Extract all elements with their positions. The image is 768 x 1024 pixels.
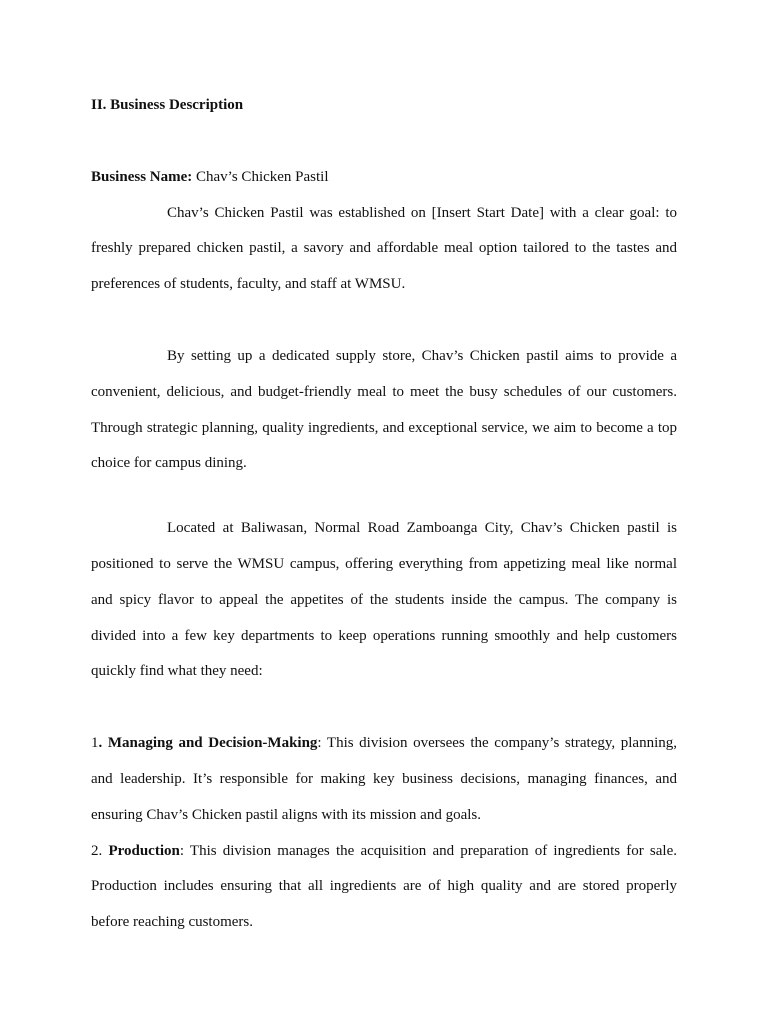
department-item-production bbox=[91, 834, 677, 941]
department-text: : This division oversees the company’s strategy, planning, and leadership. It’s responsible for making key business decisions, managing finances, and ensuring Chav’s Chicken pastil aligns with its mission and goals. bbox=[91, 735, 677, 823]
business-name-value: Chav’s Chicken Pastil bbox=[192, 168, 329, 185]
section-heading: II. Business Description bbox=[91, 97, 244, 113]
department-item-managing bbox=[91, 726, 677, 833]
department-title: Production bbox=[108, 842, 180, 859]
department-number: 1 bbox=[91, 735, 99, 752]
business-name-label: Business Name: bbox=[91, 168, 193, 185]
paragraph-intro: Chav’s Chicken Pastil was established on [Insert Start Date] with a clear goal: to freshly prepared chicken pastil, a savory and affordable meal option tailored to the tastes and preferences of students, faculty, and staff at WMSU. bbox=[91, 204, 677, 293]
department-title: Managing and Decision-Making bbox=[107, 735, 318, 752]
department-separator: . bbox=[98, 735, 108, 752]
paragraph-supply-store: By setting up a dedicated supply store, Chav’s Chicken pastil aims to provide a convenient, delicious, and budget-friendly meal to meet the busy schedules of our customers. Through strategic planning, quality ingredients, and exceptional service, we aim to become a top choice for campus dining. bbox=[91, 347, 677, 472]
department-number: 2. bbox=[91, 842, 103, 859]
paragraph-location: Located at Baliwasan, Normal Road Zamboanga City, Chav’s Chicken pastil is positioned to serve the WMSU campus, offering everything from appetizing meal like normal and spicy flavor to appeal the appetites of the students inside the campus. The company is divided into a few key departments to keep operations running smoothly and help customers quickly find what they need: bbox=[91, 520, 677, 680]
business-name-line bbox=[91, 160, 677, 196]
document-body bbox=[91, 88, 677, 941]
department-text: : This division manages the acquisition and preparation of ingredients for sale. Production includes ensuring that all ingredients are of high quality and are stored properly before reaching customers. bbox=[91, 842, 677, 931]
